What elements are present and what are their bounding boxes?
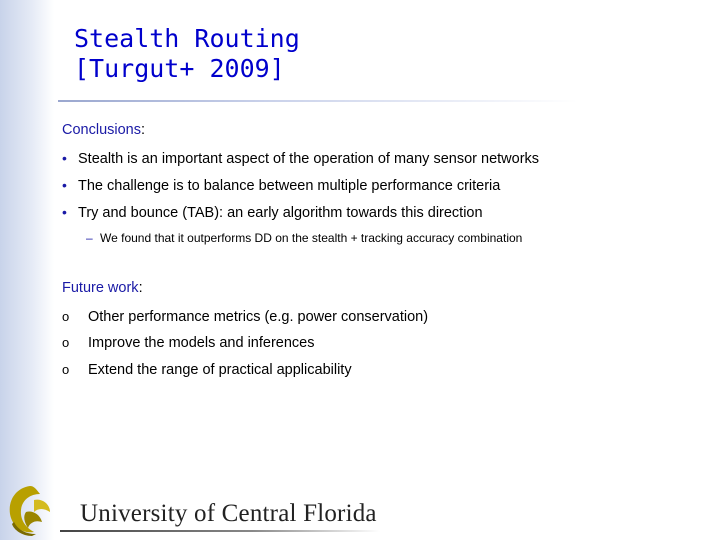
future-work-item: o Other performance metrics (e.g. power conservation) — [62, 309, 429, 325]
slide-title — [74, 24, 300, 84]
title-divider — [58, 100, 578, 102]
pegasus-icon — [4, 482, 56, 536]
bullet-marker: • — [62, 150, 67, 166]
bullet-marker: • — [62, 177, 67, 193]
future-marker: o — [62, 309, 70, 324]
future-work-heading: Future work: — [62, 280, 143, 296]
bullet-item: • The challenge is to balance between multiple performance criteria — [62, 177, 501, 194]
bullet-item: • Try and bounce (TAB): an early algorithm towards this direction — [62, 204, 483, 221]
title-line-1: Stealth Routing — [74, 24, 300, 53]
future-work-item: o Extend the range of practical applicability — [62, 362, 352, 378]
future-work-item: o Improve the models and inferences — [62, 335, 315, 351]
sub-bullet-item: – We found that it outperforms DD on the stealth + tracking accuracy combination — [86, 231, 523, 245]
conclusions-heading: Conclusions: — [62, 122, 146, 138]
slide-side-band — [0, 0, 54, 540]
future-marker: o — [62, 362, 70, 377]
university-logo-text: University of Central Florida — [80, 500, 377, 527]
title-line-2: [Turgut+ 2009] — [74, 54, 285, 83]
sub-bullet-marker: – — [86, 231, 93, 245]
footer-divider — [60, 530, 380, 532]
bullet-marker: • — [62, 204, 67, 220]
bullet-item: • Stealth is an important aspect of the operation of many sensor networks — [62, 150, 540, 167]
future-marker: o — [62, 335, 70, 350]
